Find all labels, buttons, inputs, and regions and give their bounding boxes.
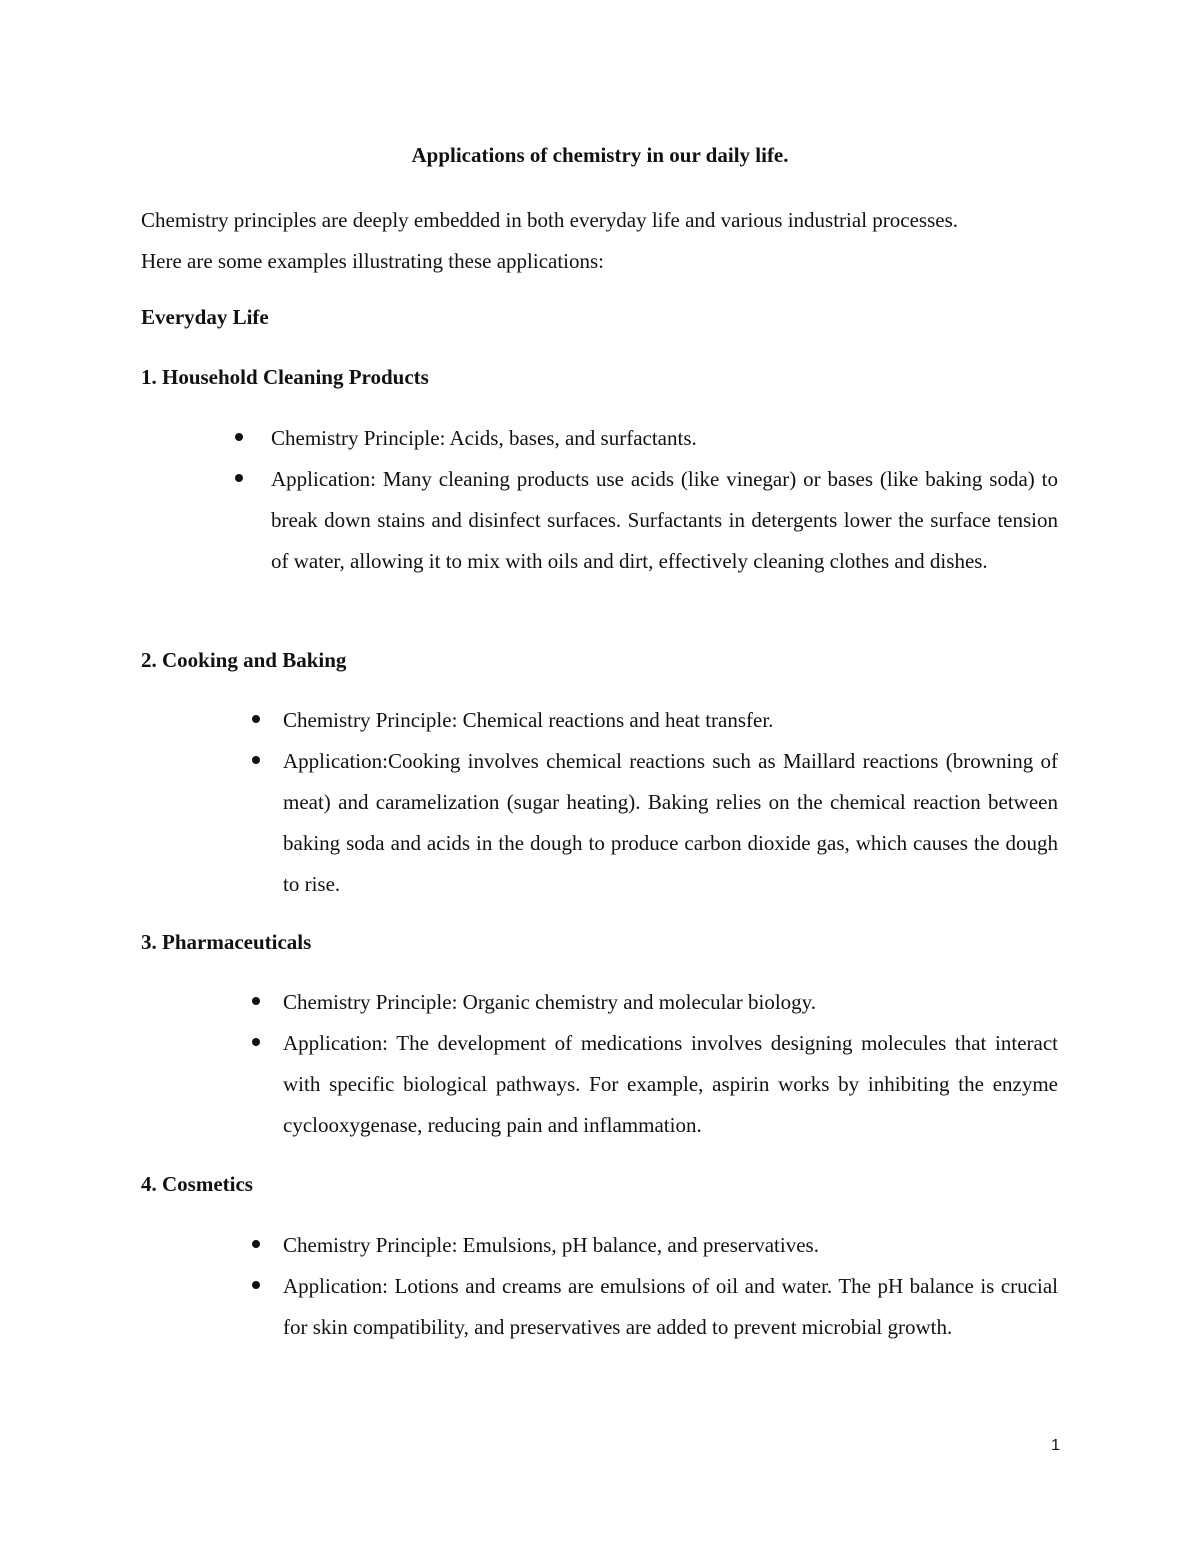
list-item <box>283 741 1058 905</box>
list-item <box>283 1266 1058 1348</box>
section-heading: 4. Cosmetics <box>141 1172 253 1196</box>
bullet-icon <box>252 1281 260 1289</box>
list-item <box>283 1023 1058 1146</box>
bullet-list <box>283 982 1058 1146</box>
bullet-icon <box>252 997 260 1005</box>
bullet-icon <box>235 433 243 441</box>
bullet-icon <box>252 1240 260 1248</box>
bullet-text: Chemistry Principle: Acids, bases, and surfactants. <box>271 426 697 450</box>
section-heading: 2. Cooking and Baking <box>141 648 347 672</box>
bullet-text: Application: Lotions and creams are emulsions of oil and water. The pH balance is crucial for skin compatibility, and preservatives are added to prevent microbial growth. <box>283 1274 1058 1339</box>
list-item <box>283 700 1058 741</box>
bullet-icon <box>235 474 243 482</box>
intro-paragraph <box>141 200 1061 282</box>
bullet-list <box>283 1225 1058 1348</box>
document-title: Applications of chemistry in our daily life. <box>411 143 789 167</box>
bullet-text: Chemistry Principle: Emulsions, pH balance, and preservatives. <box>283 1233 819 1257</box>
category-heading: Everyday Life <box>141 305 269 329</box>
bullet-text: Application:Cooking involves chemical reactions such as Maillard reactions (browning of meat) and caramelization (sugar heating). Baking relies on the chemical reaction between baking soda and acids in the dough to produce carbon dioxide gas, which causes the dough to rise. <box>283 749 1058 896</box>
bullet-list <box>283 700 1058 905</box>
bullet-text: Chemistry Principle: Organic chemistry and molecular biology. <box>283 990 817 1014</box>
list-item <box>271 459 1058 582</box>
intro-line: Chemistry principles are deeply embedded in both everyday life and various industrial processes. <box>141 208 959 232</box>
list-item <box>283 1225 1058 1266</box>
bullet-text: Application: Many cleaning products use acids (like vinegar) or bases (like baking soda) to break down stains and disinfect surfaces. Surfactants in detergents lower the surface tension of water, allowing it to mix with oils and dirt, effectively cleaning clothes and dishes. <box>271 467 1058 573</box>
bullet-text: Application: The development of medications involves designing molecules that interact with specific biological pathways. For example, aspirin works by inhibiting the enzyme cyclooxygenase, reducing pain and inflammation. <box>283 1031 1058 1137</box>
intro-line: Here are some examples illustrating these applications: <box>141 249 605 273</box>
bullet-icon <box>252 756 260 764</box>
bullet-list <box>271 418 1058 582</box>
bullet-text: Chemistry Principle: Chemical reactions and heat transfer. <box>283 708 774 732</box>
section-heading: 3. Pharmaceuticals <box>141 930 312 954</box>
list-item <box>271 418 1058 459</box>
page-number: 1 <box>1051 1437 1060 1454</box>
section-heading: 1. Household Cleaning Products <box>141 365 429 389</box>
bullet-icon <box>252 1038 260 1046</box>
bullet-icon <box>252 715 260 723</box>
list-item <box>283 982 1058 1023</box>
